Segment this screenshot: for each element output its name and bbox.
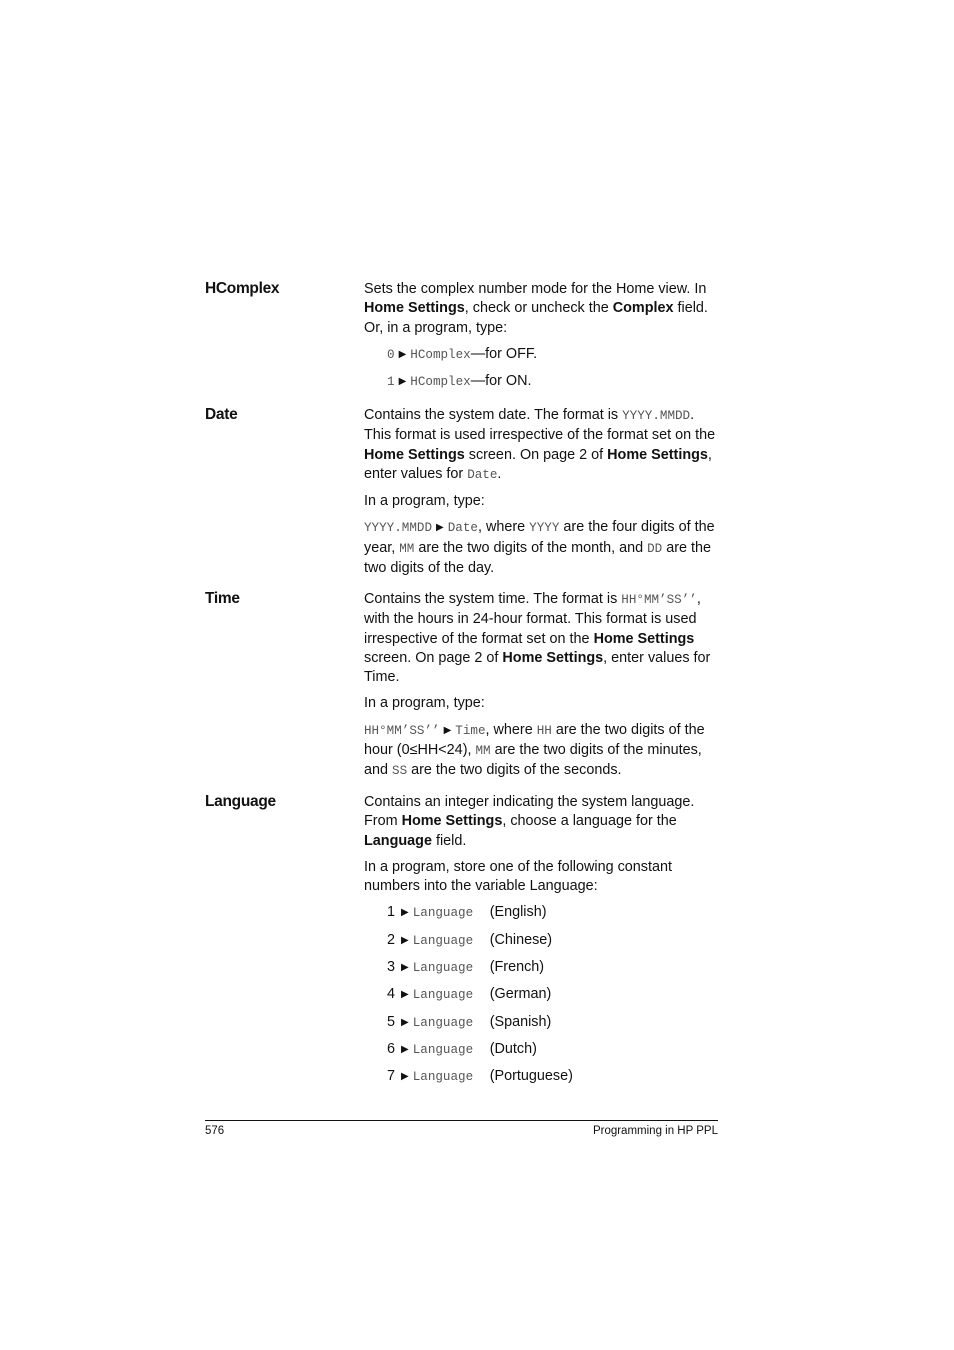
text: . bbox=[497, 465, 502, 482]
language-name: (French) bbox=[489, 959, 545, 976]
language-item bbox=[364, 903, 720, 923]
text: , choose a language for the bbox=[502, 813, 677, 830]
text: —for OFF. bbox=[470, 345, 538, 362]
text: Sets the complex number mode for the Home view. In bbox=[364, 281, 707, 297]
paragraph bbox=[364, 518, 720, 578]
paragraph: In a program, type: bbox=[364, 493, 485, 510]
bold-text: Home Settings bbox=[401, 813, 503, 830]
language-item bbox=[364, 1013, 720, 1033]
text: , with the hours in 24-hour format. This format is used irrespective of the format set on the bbox=[364, 591, 701, 647]
code-text: YYYY.MMDD bbox=[622, 409, 691, 423]
code-var: Language bbox=[412, 906, 474, 921]
bold-text: Language bbox=[364, 832, 432, 849]
code-text: Date bbox=[467, 467, 498, 482]
code-text: SS bbox=[392, 764, 408, 779]
description-hcomplex bbox=[364, 280, 720, 399]
text: are the two digits of the day. bbox=[364, 539, 712, 577]
code-value: 1 bbox=[387, 375, 395, 390]
store-arrow-icon: ▶ bbox=[398, 376, 407, 388]
text: , enter values for Time. bbox=[364, 649, 711, 686]
page-number: 576 bbox=[205, 1125, 225, 1137]
store-arrow-icon: ▶ bbox=[401, 934, 409, 946]
language-name: (Chinese) bbox=[489, 931, 553, 948]
description-date bbox=[364, 406, 720, 585]
paragraph bbox=[364, 280, 720, 338]
bold-text: Home Settings bbox=[593, 630, 695, 647]
code-text: DD bbox=[647, 541, 663, 556]
text: screen. On page 2 of bbox=[464, 446, 608, 463]
text: are the two digits of the minutes, and bbox=[364, 742, 702, 779]
language-number: 1 bbox=[387, 904, 396, 921]
code-text: MM bbox=[475, 744, 491, 759]
term-language: Language bbox=[205, 793, 276, 810]
code-text: HH°MM’SS’’ bbox=[621, 593, 697, 607]
bold-text: Complex bbox=[612, 300, 674, 317]
language-item bbox=[364, 958, 720, 978]
footer-divider bbox=[205, 1120, 718, 1121]
bold-text: Home Settings bbox=[607, 446, 708, 463]
text: . This format is used irrespective of the format set on the bbox=[364, 407, 716, 444]
text: Contains the system date. The format is bbox=[364, 407, 623, 423]
language-name: (Spanish) bbox=[489, 1013, 552, 1030]
paragraph: In a program, store one of the following constant numbers into the variable Language: bbox=[364, 858, 672, 895]
code-text: Date bbox=[447, 521, 478, 536]
paragraph: In a program, type: bbox=[364, 695, 485, 712]
code-text: YYYY bbox=[529, 521, 560, 536]
store-arrow-icon: ▶ bbox=[398, 348, 407, 360]
store-arrow-icon: ▶ bbox=[401, 962, 409, 974]
term-time: Time bbox=[205, 590, 240, 607]
text: screen. On page 2 of bbox=[364, 649, 503, 666]
language-number: 6 bbox=[387, 1040, 396, 1057]
language-item bbox=[364, 1067, 720, 1087]
bold-text: Home Settings bbox=[364, 446, 465, 463]
code-line bbox=[364, 345, 720, 365]
text: , check or uncheck the bbox=[464, 300, 613, 317]
text: , where bbox=[477, 519, 530, 536]
code-var: Language bbox=[412, 1042, 474, 1057]
text: are the two digits of the hour (0≤HH<24), bbox=[364, 721, 705, 759]
language-name: (Portuguese) bbox=[489, 1068, 573, 1085]
store-arrow-icon: ▶ bbox=[436, 522, 444, 534]
language-number: 2 bbox=[387, 931, 396, 948]
language-name: (English) bbox=[489, 904, 547, 921]
store-arrow-icon: ▶ bbox=[401, 1043, 409, 1055]
paragraph bbox=[364, 406, 720, 485]
store-arrow-icon: ▶ bbox=[401, 907, 409, 919]
term-hcomplex: HComplex bbox=[205, 280, 280, 297]
store-arrow-icon: ▶ bbox=[443, 724, 452, 736]
code-line bbox=[364, 372, 720, 392]
bold-text: Home Settings bbox=[502, 649, 604, 666]
paragraph bbox=[364, 793, 720, 851]
language-number: 7 bbox=[387, 1068, 396, 1085]
text: are the four digits of the year, bbox=[364, 519, 715, 556]
store-arrow-icon: ▶ bbox=[401, 989, 409, 1001]
language-name: (German) bbox=[489, 986, 552, 1003]
code-text: Time bbox=[455, 723, 486, 738]
description-language bbox=[364, 793, 720, 1095]
code-var: HComplex bbox=[410, 347, 471, 362]
paragraph bbox=[364, 590, 720, 687]
language-number: 5 bbox=[387, 1013, 396, 1030]
language-item bbox=[364, 985, 720, 1005]
paragraph bbox=[364, 721, 720, 782]
language-name: (Dutch) bbox=[489, 1040, 537, 1057]
code-text: MM bbox=[399, 541, 415, 556]
code-text: HH bbox=[536, 723, 552, 738]
description-time bbox=[364, 590, 720, 789]
code-var: Language bbox=[412, 961, 474, 976]
text: Contains the system time. The format is bbox=[364, 591, 622, 607]
code-var: Language bbox=[412, 1015, 474, 1030]
store-arrow-icon: ▶ bbox=[401, 1071, 409, 1083]
code-value: 0 bbox=[387, 347, 395, 362]
language-number: 3 bbox=[387, 959, 396, 976]
code-var: Language bbox=[412, 988, 474, 1003]
chapter-title: Programming in HP PPL bbox=[592, 1125, 718, 1137]
text: field. Or, in a program, type: bbox=[364, 300, 708, 336]
code-var: HComplex bbox=[410, 375, 471, 390]
text: , where bbox=[485, 721, 537, 738]
code-text: YYYY.MMDD bbox=[364, 521, 433, 536]
term-date: Date bbox=[205, 406, 238, 423]
text: are the two digits of the month, and bbox=[414, 539, 648, 556]
text: are the two digits of the seconds. bbox=[407, 762, 622, 779]
language-number: 4 bbox=[387, 986, 396, 1003]
code-var: Language bbox=[412, 933, 474, 948]
text: , enter values for bbox=[364, 446, 712, 482]
code-text: HH°MM’SS’’ bbox=[364, 723, 440, 738]
text: field. bbox=[431, 832, 467, 849]
bold-text: Home Settings bbox=[364, 300, 465, 317]
text: Contains an integer indicating the system language. From bbox=[364, 794, 695, 830]
store-arrow-icon: ▶ bbox=[401, 1016, 409, 1028]
language-item bbox=[364, 931, 720, 951]
code-var: Language bbox=[412, 1070, 474, 1085]
language-item bbox=[364, 1040, 720, 1060]
text: —for ON. bbox=[470, 373, 532, 390]
